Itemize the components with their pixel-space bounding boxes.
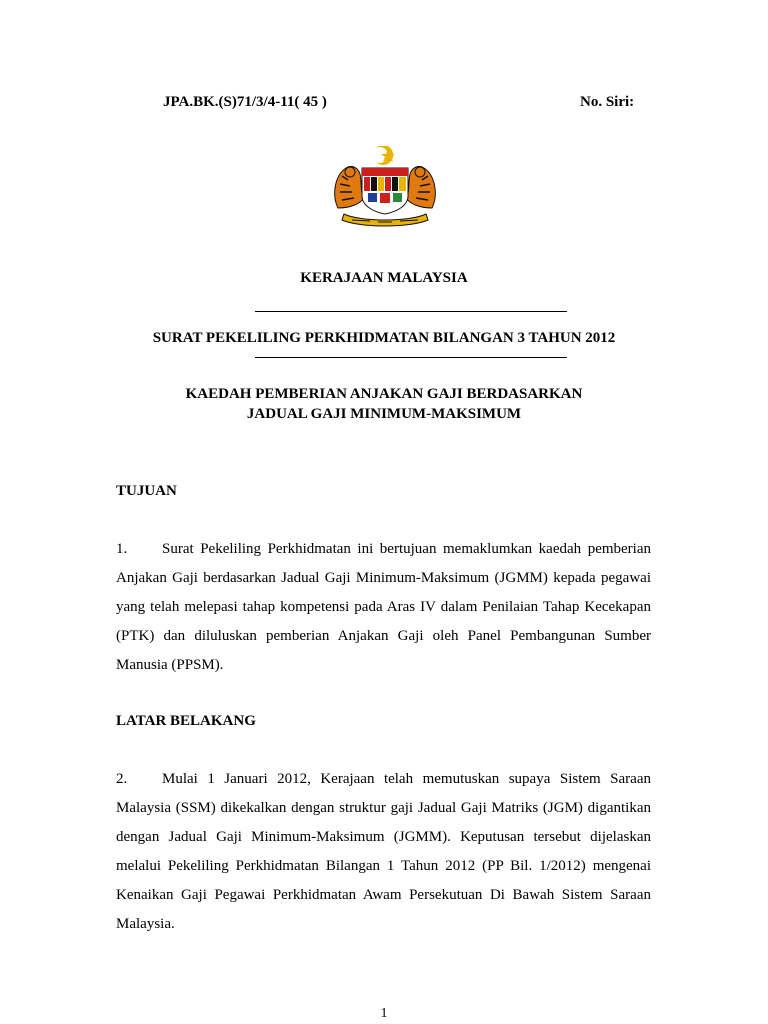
section-heading-latar-belakang: LATAR BELAKANG: [116, 713, 256, 729]
malaysia-coat-of-arms-icon: [330, 146, 440, 230]
government-title: KERAJAAN MALAYSIA: [300, 270, 468, 286]
subject-line-2: JADUAL GAJI MINIMUM-MAKSIMUM: [246, 406, 522, 422]
circular-title: SURAT PEKELILING PERKHIDMATAN BILANGAN 3 TAHUN 2012: [152, 330, 616, 346]
section-heading-tujuan: TUJUAN: [116, 483, 177, 499]
divider-bottom: [255, 357, 567, 358]
divider-top: [255, 311, 567, 312]
paragraph-number: 1.: [116, 541, 128, 557]
paragraph-1: [116, 535, 651, 680]
subject-line-1: KAEDAH PEMBERIAN ANJAKAN GAJI BERDASARKAN: [185, 386, 583, 402]
paragraph-number: 2.: [116, 771, 128, 787]
paragraph-text: Mulai 1 Januari 2012, Kerajaan telah memutuskan supaya Sistem Saraan Malaysia (SSM) dikekalkan dengan struktur gaji Jadual Gaji Matriks (JGM) digantikan dengan Jadual Gaji Minimum-Maksimum (JGMM). Keputusan tersebut dijelaskan melalui Pekeliling Perkhidmatan Bilangan 1 Tahun 2012 (PP Bil. 1/2012) mengenai Kenaikan Gaji Pegawai Perkhidmatan Awam Persekutuan Di Bawah Sistem Saraan Malaysia.: [116, 771, 651, 932]
paragraph-text: Surat Pekeliling Perkhidmatan ini bertujuan memaklumkan kaedah pemberian Anjakan Gaji berdasarkan Jadual Gaji Minimum-Maksimum (JGMM) kepada pegawai yang telah melepasi tahap kompetensi pada Aras IV dalam Penilaian Tahap Kecekapan (PTK) dan diluluskan pemberian Anjakan Gaji oleh Panel Pembangunan Sumber Manusia (PPSM).: [116, 541, 651, 673]
reference-number: JPA.BK.(S)71/3/4-11( 45 ): [163, 94, 327, 110]
paragraph-2: [116, 765, 651, 939]
page-number: 1: [380, 1006, 388, 1021]
serial-number-label: No. Siri:: [580, 94, 635, 110]
